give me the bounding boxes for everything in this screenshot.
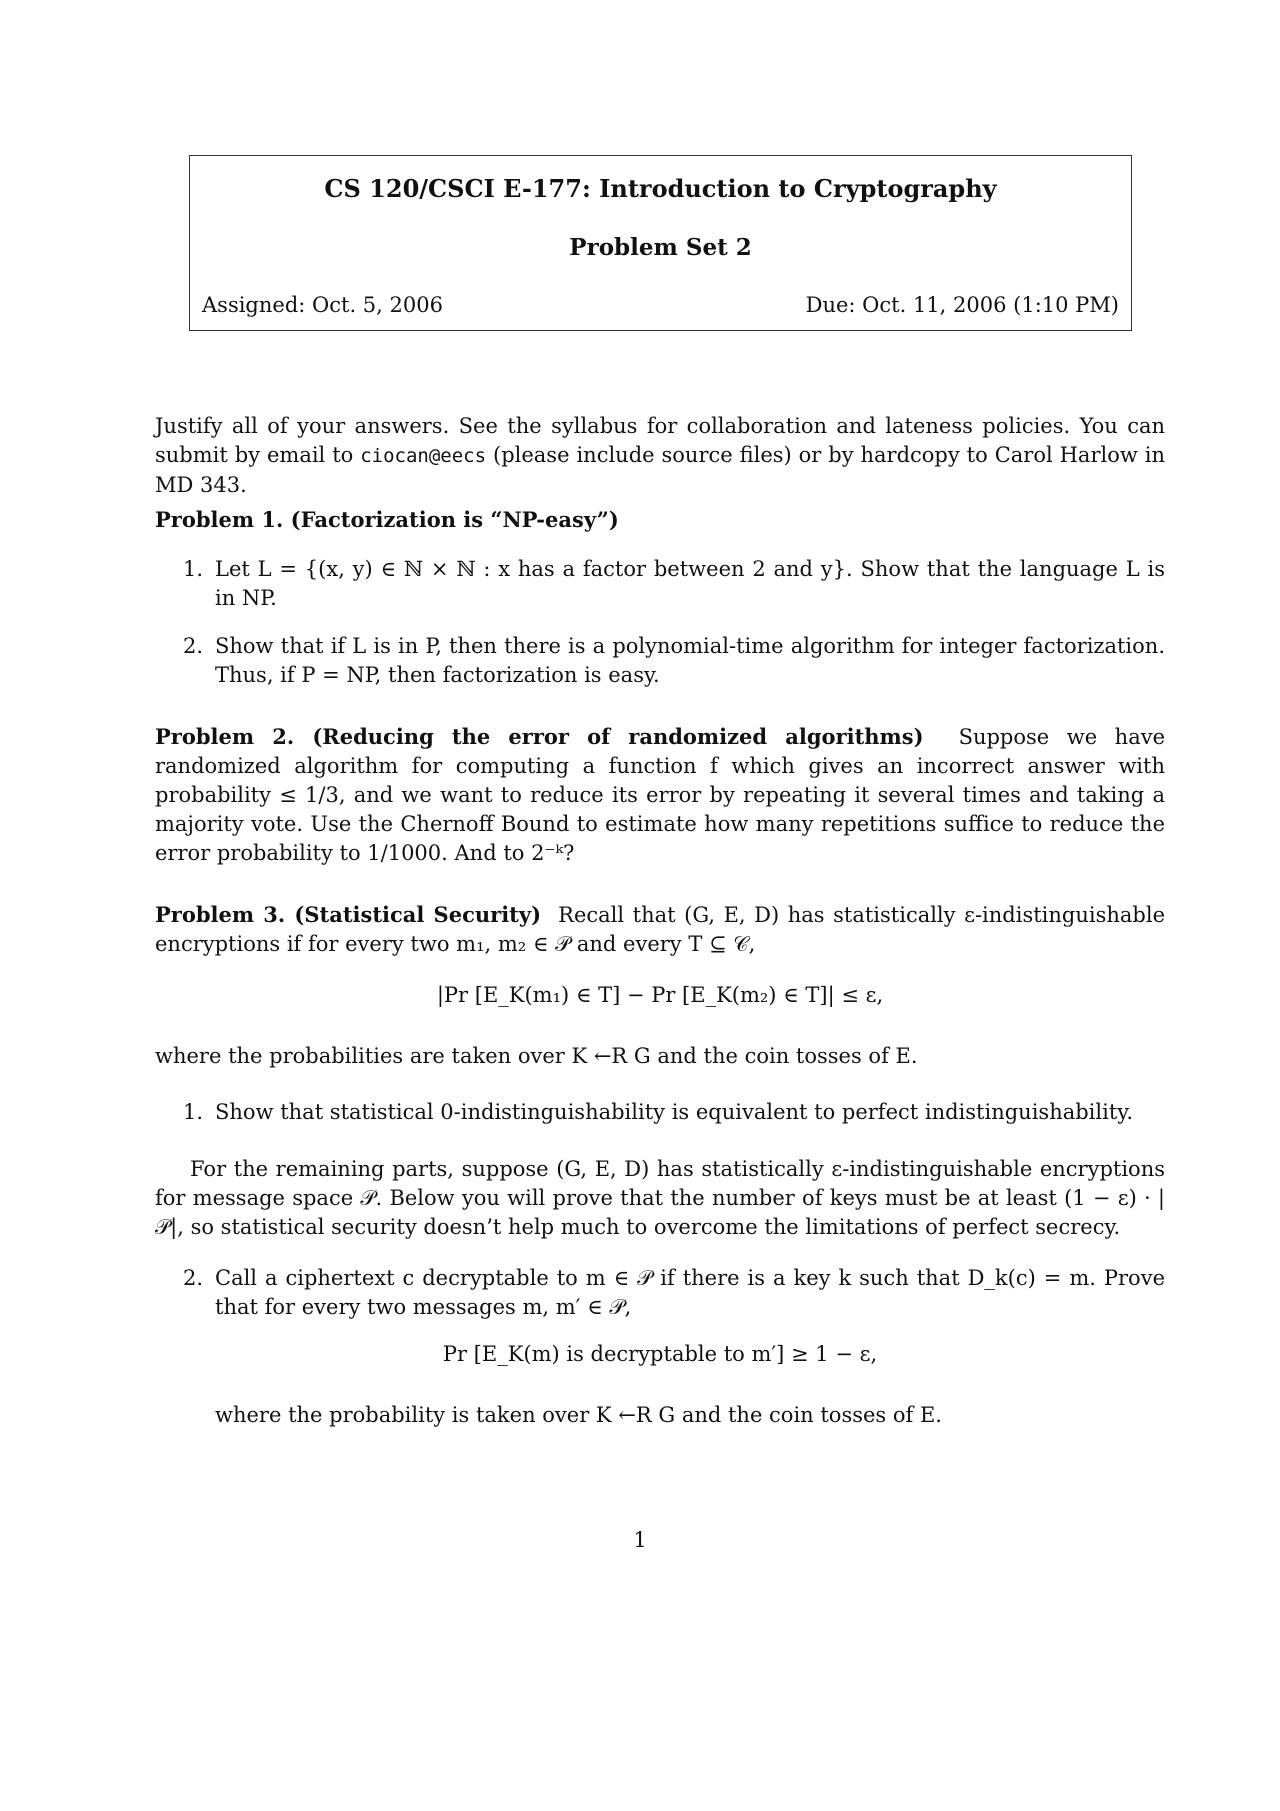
problem3-item1-text: Show that statistical 0-indistinguishability is equivalent to perfect indistinguishability. xyxy=(215,1100,1134,1124)
intro-text-a: Justify all of your answers. See the syllabus for collaboration and lateness policies. You can submit by email to xyxy=(155,414,1165,467)
problem-set-title: Problem Set 2 xyxy=(569,234,752,261)
problem1-item2 xyxy=(183,632,1165,690)
problem1-item2-number: 2. xyxy=(183,634,204,658)
problem2-paragraph xyxy=(155,722,1165,868)
problem3-item2-text: Call a ciphertext c decryptable to m ∈ 𝒫 if there is a key k such that D_k(c) = m. Prove that for every two messages m, m′ ∈ 𝒫, xyxy=(215,1266,1165,1319)
intro-text-b: (please include source files) or by hardcopy to Carol Harlow in MD 343. xyxy=(155,443,1165,497)
problem1-item1-number: 1. xyxy=(183,557,204,581)
problem1-item1-text: Let L = {(x, y) ∈ ℕ × ℕ : x has a factor between 2 and y}. Show that the language L is in NP. xyxy=(215,557,1165,610)
problem3-where2-wrap xyxy=(183,1401,1165,1430)
email-address: ciocan@eecs xyxy=(360,445,487,467)
problem1-item2-text: Show that if L is in P, then there is a polynomial-time algorithm for integer factorization. Thus, if P = NP, then factorization is easy. xyxy=(215,634,1165,687)
formula-decryptable: Pr [E_K(m) is decryptable to m′] ≥ 1 − ε, xyxy=(442,1342,878,1366)
problem3-paragraph xyxy=(155,900,1165,959)
problem3-item1-number: 1. xyxy=(183,1100,204,1124)
problem3-where2: where the probability is taken over K ←R G and the coin tosses of E. xyxy=(215,1403,942,1427)
problem3-remaining: For the remaining parts, suppose (G, E, D) has statistically ε-indistinguishable encryptions for message space 𝒫. Below you will prove that the number of keys must be at least (1 − ε) · |𝒫|, so statistical security doesn’t help much to overcome the limitations of perfect secrecy. xyxy=(155,1157,1165,1239)
problem2-body: Suppose we have randomized algorithm for computing a function f which gives an incorrect answer with probability ≤ 1/3, and we want to reduce its error by repeating it several times and taking a majority vote. Use the Chernoff Bound to estimate how many repetitions suffice to reduce the error probability to 1/1000. And to 2⁻ᵏ? xyxy=(155,725,1165,865)
due-date: Due: Oct. 11, 2006 (1:10 PM) xyxy=(805,293,1119,317)
course-title: CS 120/CSCI E-177: Introduction to Cryptography xyxy=(324,174,997,203)
problem1-item1 xyxy=(183,555,1165,613)
problem3-item1 xyxy=(183,1098,1165,1127)
problem3-body: Recall that (G, E, D) has statistically ε-indistinguishable encryptions if for every two m₁, m₂ ∈ 𝒫 and every T ⊆ 𝒞, xyxy=(155,903,1165,956)
page-number: 1 xyxy=(633,1528,647,1552)
assigned-date: Assigned: Oct. 5, 2006 xyxy=(202,293,443,317)
problem3-where1: where the probabilities are taken over K ←R G and the coin tosses of E. xyxy=(155,1044,918,1068)
formula-indistinguishability: |Pr [E_K(m₁) ∈ T] − Pr [E_K(m₂) ∈ T]| ≤ ε, xyxy=(436,983,884,1007)
problem3-heading: Problem 3. (Statistical Security) xyxy=(155,902,542,927)
problem2-heading: Problem 2. (Reducing the error of randomized algorithms) xyxy=(155,724,924,749)
intro-paragraph xyxy=(155,412,1165,500)
problem1-heading: Problem 1. (Factorization is “NP-easy”) xyxy=(155,507,619,532)
header-box xyxy=(189,155,1132,331)
problem3-item2-number: 2. xyxy=(183,1266,204,1290)
problem3-item2 xyxy=(183,1264,1165,1322)
